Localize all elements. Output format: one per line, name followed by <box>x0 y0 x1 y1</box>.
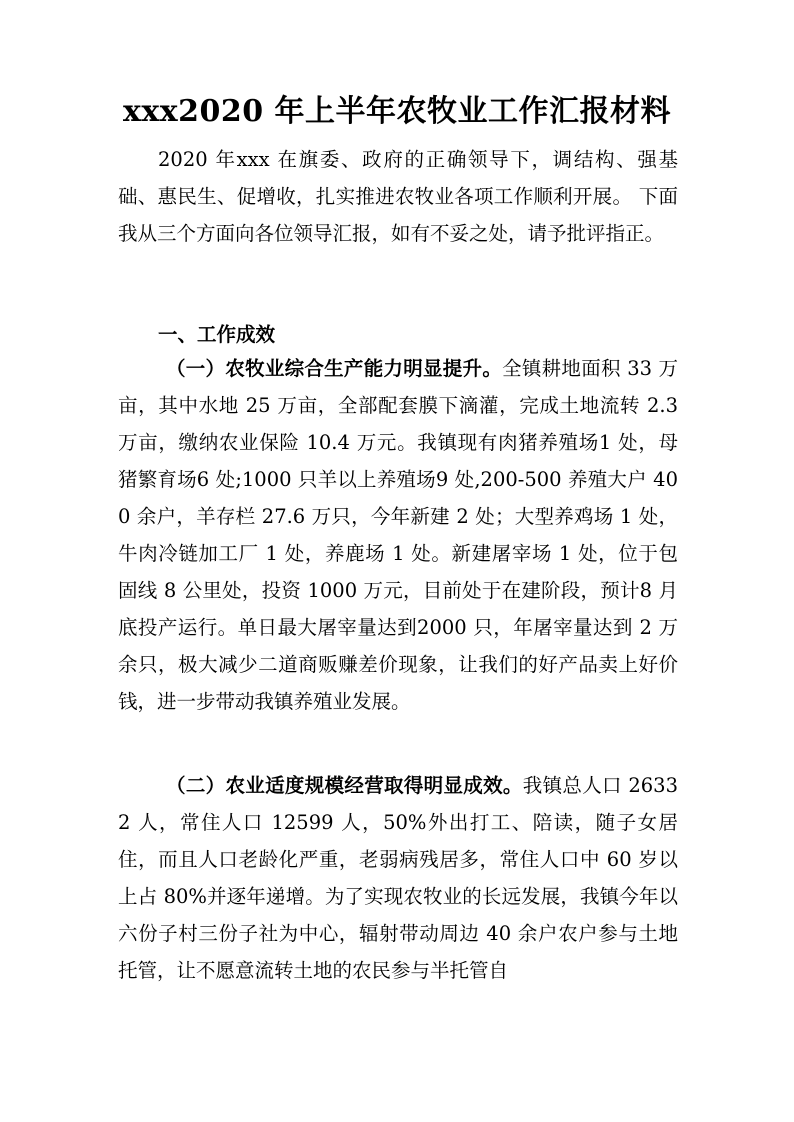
subsection-2-lead: （二）农业适度规模经营取得明显成效。 <box>166 774 523 797</box>
subsection-1-paragraph <box>118 350 678 720</box>
intro-paragraph: 2020 年xxx 在旗委、政府的正确领导下，调结构、强基础、惠民生、促增收，扎实推进农牧业各项工作顺利开展。 下面我从三个方面向各位领导汇报，如有不妥之处，请予批评指正。 <box>118 148 678 245</box>
subsection-1-lead: （一）农牧业综合生产能力明显提升。 <box>166 357 503 380</box>
document-title: xxx2020 年上半年农牧业工作汇报材料 <box>122 94 672 129</box>
subsection-2-paragraph <box>118 767 678 989</box>
section-heading: 一、工作成效 <box>158 323 276 346</box>
subsection-2-text: 我镇总人口 26332 人，常住人口 12599 人，50%外出打工、陪读，随子女居住，而且人口老龄化严重，老弱病残居多，常住人口中 60 岁以上占 80%并逐年递增。为了实现农牧业的长远发展，我镇今年以六份子村三份子社为中心，辐射带动周边 40 余户农户参与土地托管，让不愿意流转土地的农民参与半托管自 <box>118 774 678 982</box>
subsection-1-text: 全镇耕地面积 33 万亩，其中水地 25 万亩，全部配套膜下滴灌，完成土地流转 2.3 万亩，缴纳农业保险 10.4 万元。我镇现有肉猪养殖场1 处，母猪繁育场6 处;1000 只羊以上养殖场9 处,200-500 养殖大户 400 余户，羊存栏 27.6 万只，今年新建 2 处；大型养鸡场 1 处，牛肉冷链加工厂 1 处，养鹿场 1 处。新建屠宰场 1 处，位于包固线 8 公里处，投资 1000 万元，目前处于在建阶段，预计8 月底投产运行。单日最大屠宰量达到2000 只，年屠宰量达到 2 万余只，极大减少二道商贩赚差价现象，让我们的好产品卖上好价钱，进一步带动我镇养殖业发展。 <box>118 357 678 713</box>
